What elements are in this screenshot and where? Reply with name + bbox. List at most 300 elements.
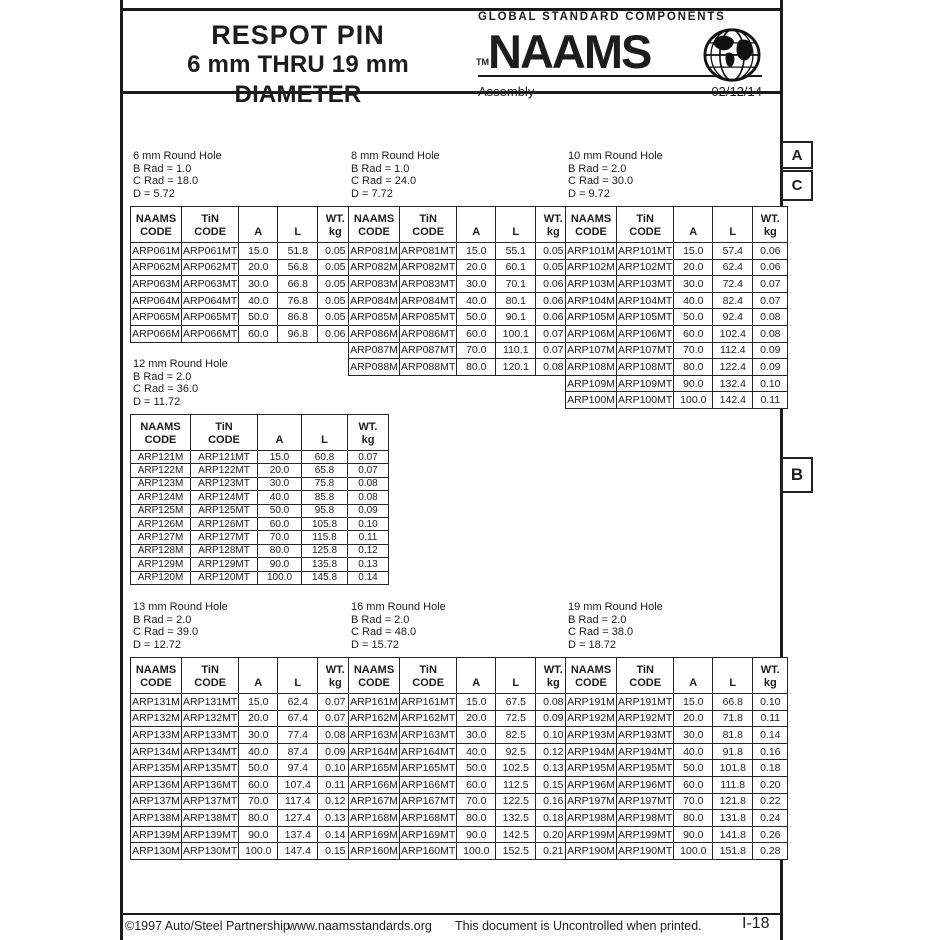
table-cell: ARP085M xyxy=(349,309,400,326)
table-cell: 0.15 xyxy=(318,843,353,860)
table-cell: ARP102M xyxy=(566,259,617,276)
table-info-line: C Rad = 39.0 xyxy=(133,626,199,638)
table-cell: ARP086M xyxy=(349,325,400,342)
table-row xyxy=(131,694,353,711)
table-cell: ARP128M xyxy=(131,544,191,557)
table-cell: ARP192MT xyxy=(617,710,674,727)
column-header: A xyxy=(239,658,278,694)
table-cell: 20.0 xyxy=(457,710,496,727)
table-cell: 60.1 xyxy=(496,259,536,276)
table-cell: ARP194MT xyxy=(617,743,674,760)
table-cell: ARP103M xyxy=(566,276,617,293)
table-cell: ARP062MT xyxy=(182,259,239,276)
brand-block xyxy=(478,11,762,99)
table-cell: ARP195MT xyxy=(617,760,674,777)
table-cell: ARP064M xyxy=(131,292,182,309)
table-cell: 30.0 xyxy=(258,477,302,490)
table-cell: 0.10 xyxy=(753,694,788,711)
table-row xyxy=(131,491,389,504)
table-cell: 132.4 xyxy=(713,375,753,392)
table-cell: ARP132M xyxy=(131,710,182,727)
table-cell: 67.4 xyxy=(278,710,318,727)
table-cell: 117.4 xyxy=(278,793,318,810)
table-cell: 70.0 xyxy=(239,793,278,810)
table-info-line: C Rad = 36.0 xyxy=(133,383,199,395)
table-cell: 67.5 xyxy=(496,694,536,711)
table-cell: 20.0 xyxy=(674,710,713,727)
table-cell: 60.0 xyxy=(258,517,302,530)
column-header: TiN CODE xyxy=(191,415,258,451)
table-info-line: C Rad = 38.0 xyxy=(568,626,634,638)
table-cell: ARP196MT xyxy=(617,776,674,793)
table-cell: 80.0 xyxy=(239,810,278,827)
table-row xyxy=(349,243,571,260)
table-cell: 15.0 xyxy=(674,694,713,711)
table-cell: ARP084M xyxy=(349,292,400,309)
left-edge-rule xyxy=(120,0,123,940)
table-cell: 30.0 xyxy=(457,276,496,293)
column-header: WT. kg xyxy=(536,207,571,243)
table-row xyxy=(566,694,788,711)
table-cell: ARP083M xyxy=(349,276,400,293)
column-header: WT. kg xyxy=(348,415,389,451)
table-cell: 0.05 xyxy=(536,243,571,260)
table-info-line: C Rad = 18.0 xyxy=(133,175,199,187)
column-header: NAAMS CODE xyxy=(131,658,182,694)
table-info xyxy=(130,150,353,200)
table-cell: ARP100M xyxy=(566,392,617,409)
assembly-label: Assembly xyxy=(478,84,535,99)
table-cell: ARP121MT xyxy=(191,451,258,464)
table-cell: 100.0 xyxy=(674,392,713,409)
table-cell: 71.8 xyxy=(713,710,753,727)
table-cell: 87.4 xyxy=(278,743,318,760)
table-cell: 15.0 xyxy=(457,694,496,711)
table-cell: ARP127M xyxy=(131,531,191,544)
table-header-row xyxy=(566,207,788,243)
table-cell: 65.8 xyxy=(302,464,348,477)
table-cell: ARP065MT xyxy=(182,309,239,326)
column-header: NAAMS CODE xyxy=(131,207,182,243)
table-row xyxy=(566,760,788,777)
table-cell: 90.0 xyxy=(674,826,713,843)
table-cell: 0.06 xyxy=(753,243,788,260)
table-cell: ARP104M xyxy=(566,292,617,309)
table-group-13mm xyxy=(130,601,353,860)
table-cell: 0.08 xyxy=(536,359,571,376)
table-row xyxy=(131,531,389,544)
table-info-line: B Rad = 2.0 xyxy=(133,613,192,626)
table-cell: 112.4 xyxy=(713,342,753,359)
table-cell: 142.4 xyxy=(713,392,753,409)
table-cell: ARP065M xyxy=(131,309,182,326)
data-table xyxy=(565,657,788,860)
table-cell: 60.0 xyxy=(239,776,278,793)
table-cell: 125.8 xyxy=(302,544,348,557)
table-row xyxy=(131,843,353,860)
table-row xyxy=(131,243,353,260)
table-cell: ARP062M xyxy=(131,259,182,276)
table-cell: 107.4 xyxy=(278,776,318,793)
table-cell: ARP193M xyxy=(566,727,617,744)
table-cell: 77.4 xyxy=(278,727,318,744)
table-cell: ARP063M xyxy=(131,276,182,293)
brand-tagline: GLOBAL STANDARD COMPONENTS xyxy=(478,11,726,23)
table-cell: 20.0 xyxy=(674,259,713,276)
table-cell: 70.0 xyxy=(258,531,302,544)
column-header: WT. kg xyxy=(536,658,571,694)
table-cell: 15.0 xyxy=(674,243,713,260)
table-row xyxy=(131,451,389,464)
table-cell: 60.8 xyxy=(302,451,348,464)
table-cell: 0.11 xyxy=(753,710,788,727)
table-cell: 0.13 xyxy=(348,558,389,571)
table-cell: 0.09 xyxy=(753,342,788,359)
table-cell: 50.0 xyxy=(674,760,713,777)
table-row xyxy=(131,544,389,557)
table-cell: 0.06 xyxy=(753,259,788,276)
table-cell: 80.0 xyxy=(457,810,496,827)
table-cell: 20.0 xyxy=(258,464,302,477)
table-cell: ARP102MT xyxy=(617,259,674,276)
table-cell: 0.08 xyxy=(318,727,353,744)
table-cell: 0.06 xyxy=(536,309,571,326)
table-row xyxy=(131,325,353,342)
column-header: TiN CODE xyxy=(400,658,457,694)
table-cell: 0.08 xyxy=(753,325,788,342)
table-cell: ARP137M xyxy=(131,793,182,810)
table-header-row xyxy=(349,207,571,243)
table-info-line: B Rad = 2.0 xyxy=(568,162,627,175)
table-cell: ARP129MT xyxy=(191,558,258,571)
table-cell: ARP197M xyxy=(566,793,617,810)
table-row xyxy=(349,342,571,359)
table-cell: 50.0 xyxy=(258,504,302,517)
table-cell: ARP138M xyxy=(131,810,182,827)
table-row xyxy=(131,743,353,760)
table-row xyxy=(131,793,353,810)
table-cell: ARP105MT xyxy=(617,309,674,326)
table-cell: 92.4 xyxy=(713,309,753,326)
column-header: A xyxy=(674,207,713,243)
table-cell: ARP083MT xyxy=(400,276,457,293)
table-cell: 121.8 xyxy=(713,793,753,810)
table-info-line: 10 mm Round Hole xyxy=(568,150,663,162)
table-cell: ARP191M xyxy=(566,694,617,711)
table-info xyxy=(130,358,389,408)
table-cell: 75.8 xyxy=(302,477,348,490)
table-cell: 0.24 xyxy=(753,810,788,827)
table-info-line: 12 mm Round Hole xyxy=(133,358,228,370)
table-cell: 15.0 xyxy=(457,243,496,260)
footer-notice: This document is Uncontrolled when printed. xyxy=(455,919,702,933)
table-cell: ARP197MT xyxy=(617,793,674,810)
table-cell: 0.05 xyxy=(318,243,353,260)
table-cell: ARP162M xyxy=(349,710,400,727)
table-cell: ARP106MT xyxy=(617,325,674,342)
table-cell: ARP195M xyxy=(566,760,617,777)
table-cell: ARP125MT xyxy=(191,504,258,517)
table-info-line: B Rad = 1.0 xyxy=(351,162,410,175)
table-cell: ARP063MT xyxy=(182,276,239,293)
table-row xyxy=(566,710,788,727)
table-cell: 56.8 xyxy=(278,259,318,276)
table-cell: 102.4 xyxy=(713,325,753,342)
content-bottom-rule xyxy=(120,913,783,915)
table-cell: ARP107M xyxy=(566,342,617,359)
table-cell: ARP161M xyxy=(349,694,400,711)
table-cell: 60.0 xyxy=(457,776,496,793)
table-cell: ARP123MT xyxy=(191,477,258,490)
table-cell: 62.4 xyxy=(713,259,753,276)
column-header: A xyxy=(457,207,496,243)
table-cell: 0.06 xyxy=(536,276,571,293)
table-cell: ARP101M xyxy=(566,243,617,260)
table-cell: 0.09 xyxy=(536,710,571,727)
table-cell: ARP126M xyxy=(131,517,191,530)
footer-page-number: I-18 xyxy=(742,915,770,932)
table-cell: 122.5 xyxy=(496,793,536,810)
column-header: TiN CODE xyxy=(182,207,239,243)
table-info-line: 6 mm Round Hole xyxy=(133,150,222,162)
table-cell: 111.8 xyxy=(713,776,753,793)
table-row xyxy=(349,292,571,309)
table-cell: ARP120MT xyxy=(191,571,258,584)
table-info-line: D = 11.72 xyxy=(133,395,181,408)
table-cell: 70.0 xyxy=(457,342,496,359)
data-table xyxy=(348,206,571,376)
table-cell: 137.4 xyxy=(278,826,318,843)
table-cell: 40.0 xyxy=(258,491,302,504)
column-header: NAAMS CODE xyxy=(349,207,400,243)
table-cell: ARP133M xyxy=(131,727,182,744)
table-cell: 30.0 xyxy=(674,727,713,744)
table-info xyxy=(348,150,571,200)
table-cell: 60.0 xyxy=(457,325,496,342)
table-cell: 151.8 xyxy=(713,843,753,860)
table-cell: ARP167M xyxy=(349,793,400,810)
table-info-line: D = 12.72 xyxy=(133,638,182,651)
table-cell: ARP120M xyxy=(131,571,191,584)
column-header: NAAMS CODE xyxy=(349,658,400,694)
table-row xyxy=(566,359,788,376)
table-cell: ARP160MT xyxy=(400,843,457,860)
table-cell: 80.0 xyxy=(457,359,496,376)
table-cell: ARP131MT xyxy=(182,694,239,711)
table-info xyxy=(348,601,571,651)
table-cell: ARP135MT xyxy=(182,760,239,777)
column-header: L xyxy=(713,207,753,243)
table-cell: ARP124M xyxy=(131,491,191,504)
table-row xyxy=(349,694,571,711)
data-table xyxy=(130,414,389,585)
table-row xyxy=(566,810,788,827)
table-cell: ARP105M xyxy=(566,309,617,326)
table-cell: ARP169MT xyxy=(400,826,457,843)
table-header-row xyxy=(131,658,353,694)
footer-copyright: ©1997 Auto/Steel Partnership xyxy=(125,919,290,933)
title-line1: RESPOT PIN xyxy=(211,20,385,50)
table-cell: 20.0 xyxy=(457,259,496,276)
table-row xyxy=(131,517,389,530)
table-cell: 50.0 xyxy=(457,760,496,777)
table-cell: 15.0 xyxy=(258,451,302,464)
table-cell: ARP190M xyxy=(566,843,617,860)
table-cell: 0.09 xyxy=(318,743,353,760)
data-table xyxy=(130,657,353,860)
table-cell: ARP087MT xyxy=(400,342,457,359)
table-cell: ARP122MT xyxy=(191,464,258,477)
table-cell: 0.11 xyxy=(348,531,389,544)
table-cell: 0.06 xyxy=(536,292,571,309)
table-cell: 0.07 xyxy=(536,342,571,359)
table-cell: 90.0 xyxy=(258,558,302,571)
table-cell: 0.18 xyxy=(536,810,571,827)
table-row xyxy=(349,810,571,827)
table-cell: ARP082M xyxy=(349,259,400,276)
table-info-line: B Rad = 2.0 xyxy=(133,370,192,383)
table-row xyxy=(131,776,353,793)
table-cell: 60.0 xyxy=(674,776,713,793)
column-header: WT. kg xyxy=(753,658,788,694)
column-header: TiN CODE xyxy=(617,658,674,694)
table-cell: 82.5 xyxy=(496,727,536,744)
table-cell: 40.0 xyxy=(239,743,278,760)
table-row xyxy=(566,309,788,326)
table-info-line: B Rad = 2.0 xyxy=(351,613,410,626)
brand-subrow xyxy=(478,84,762,99)
side-tab-a: A xyxy=(781,141,813,169)
table-cell: ARP191MT xyxy=(617,694,674,711)
column-header: TiN CODE xyxy=(182,658,239,694)
table-cell: 0.14 xyxy=(318,826,353,843)
table-row xyxy=(131,276,353,293)
table-cell: 30.0 xyxy=(239,727,278,744)
table-cell: 15.0 xyxy=(239,694,278,711)
table-cell: 96.8 xyxy=(278,325,318,342)
table-cell: 0.22 xyxy=(753,793,788,810)
table-cell: ARP165M xyxy=(349,760,400,777)
table-cell: 0.13 xyxy=(536,760,571,777)
table-row xyxy=(349,843,571,860)
table-cell: 122.4 xyxy=(713,359,753,376)
column-header: L xyxy=(496,207,536,243)
table-cell: 0.10 xyxy=(318,760,353,777)
footer-website: www.naamsstandards.org xyxy=(288,919,432,933)
table-cell: ARP139M xyxy=(131,826,182,843)
table-row xyxy=(131,826,353,843)
table-info-line: C Rad = 24.0 xyxy=(351,175,417,187)
table-cell: 100.1 xyxy=(496,325,536,342)
table-cell: 115.8 xyxy=(302,531,348,544)
table-cell: 97.4 xyxy=(278,760,318,777)
table-cell: ARP104MT xyxy=(617,292,674,309)
table-cell: 0.10 xyxy=(348,517,389,530)
table-cell: 152.5 xyxy=(496,843,536,860)
table-cell: 80.0 xyxy=(674,810,713,827)
table-cell: ARP103MT xyxy=(617,276,674,293)
table-cell: 0.05 xyxy=(536,259,571,276)
table-cell: ARP087M xyxy=(349,342,400,359)
table-cell: 0.08 xyxy=(753,309,788,326)
table-cell: 66.8 xyxy=(713,694,753,711)
table-cell: 0.18 xyxy=(753,760,788,777)
column-header: TiN CODE xyxy=(617,207,674,243)
table-cell: 0.15 xyxy=(536,776,571,793)
table-cell: 0.13 xyxy=(318,810,353,827)
table-cell: 102.5 xyxy=(496,760,536,777)
table-cell: 142.5 xyxy=(496,826,536,843)
table-cell: 0.09 xyxy=(753,359,788,376)
table-info xyxy=(565,601,788,651)
table-info-line: C Rad = 48.0 xyxy=(351,626,417,638)
table-cell: 112.5 xyxy=(496,776,536,793)
column-header: L xyxy=(302,415,348,451)
table-cell: ARP136MT xyxy=(182,776,239,793)
table-cell: 110.1 xyxy=(496,342,536,359)
table-cell: 70.0 xyxy=(457,793,496,810)
table-cell: 30.0 xyxy=(457,727,496,744)
table-cell: 15.0 xyxy=(239,243,278,260)
table-cell: ARP190MT xyxy=(617,843,674,860)
table-cell: ARP133MT xyxy=(182,727,239,744)
column-header: WT. kg xyxy=(318,658,353,694)
column-header: WT. kg xyxy=(318,207,353,243)
table-cell: ARP064MT xyxy=(182,292,239,309)
table-row xyxy=(131,727,353,744)
table-cell: 90.0 xyxy=(457,826,496,843)
table-cell: ARP131M xyxy=(131,694,182,711)
table-cell: 86.8 xyxy=(278,309,318,326)
table-row xyxy=(566,259,788,276)
table-row xyxy=(131,710,353,727)
table-cell: 0.14 xyxy=(348,571,389,584)
table-info-line: 19 mm Round Hole xyxy=(568,601,663,613)
table-cell: ARP199MT xyxy=(617,826,674,843)
table-cell: 0.05 xyxy=(318,309,353,326)
table-cell: ARP168M xyxy=(349,810,400,827)
table-cell: 0.20 xyxy=(536,826,571,843)
table-row xyxy=(131,309,353,326)
table-cell: ARP166MT xyxy=(400,776,457,793)
table-row xyxy=(349,760,571,777)
table-row xyxy=(566,727,788,744)
table-info-line: 13 mm Round Hole xyxy=(133,601,228,613)
table-cell: 20.0 xyxy=(239,710,278,727)
table-header-row xyxy=(131,415,389,451)
table-cell: ARP163MT xyxy=(400,727,457,744)
column-header: WT. kg xyxy=(753,207,788,243)
table-cell: ARP161MT xyxy=(400,694,457,711)
table-cell: ARP122M xyxy=(131,464,191,477)
table-group-12mm xyxy=(130,358,389,585)
table-row xyxy=(566,375,788,392)
table-info xyxy=(130,601,353,651)
table-cell: ARP130MT xyxy=(182,843,239,860)
table-info-line: D = 9.72 xyxy=(568,187,610,200)
table-cell: 0.05 xyxy=(318,276,353,293)
table-row xyxy=(349,776,571,793)
table-row xyxy=(566,826,788,843)
table-cell: 80.1 xyxy=(496,292,536,309)
table-row xyxy=(566,276,788,293)
table-header-row xyxy=(349,658,571,694)
table-cell: ARP193MT xyxy=(617,727,674,744)
table-info-line: D = 7.72 xyxy=(351,187,393,200)
table-row xyxy=(566,743,788,760)
table-info xyxy=(565,150,788,200)
table-cell: ARP081M xyxy=(349,243,400,260)
